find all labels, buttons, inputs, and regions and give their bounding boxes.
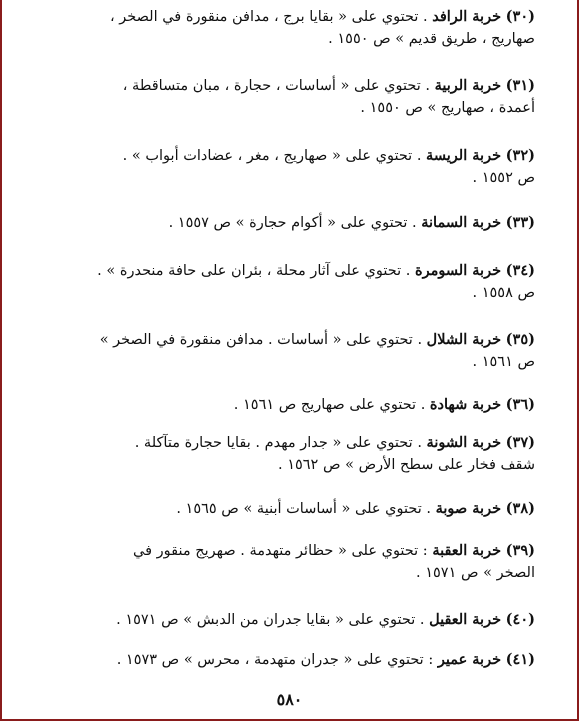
entry-line-1 xyxy=(40,75,535,97)
entry-line-1 xyxy=(40,498,535,520)
entry-text: . تحتوي على « بقايا جدران من الدبش » ص ١٥٧١ . xyxy=(116,612,425,628)
entry-text: . تحتوي على صهاريج ص ١٥٦١ . xyxy=(233,397,426,413)
entry-text: . تحتوي على « جدار مهدم . بقايا حجارة متآكلة . xyxy=(134,435,422,451)
entry-line-1 xyxy=(40,649,535,671)
site-name: خربة الرافد xyxy=(432,8,502,25)
entry-36 xyxy=(40,394,535,416)
entry-line-2: الصخر » ص ١٥٧١ . xyxy=(416,565,535,581)
entry-text: . تحتوي على « صهاريج ، مغر ، عضادات أبواب » . xyxy=(122,148,422,164)
entry-text: . تحتوي على « أساسات أبنية » ص ١٥٦٥ . xyxy=(176,501,432,517)
entry-line-1 xyxy=(40,145,535,167)
entry-line-2: ص ١٥٥٢ . xyxy=(472,170,535,186)
site-name: خربة السومرة xyxy=(415,262,502,279)
entry-number: (٣٦) xyxy=(505,396,535,413)
entry-number: (٣٩) xyxy=(505,542,535,559)
entry-line-2: شقف فخار على سطح الأرض » ص ١٥٦٢ . xyxy=(277,457,535,473)
entry-text: . تحتوي على آثار محلة ، بئران على حافة منحدرة » . xyxy=(97,263,411,279)
entry-37 xyxy=(40,432,535,476)
entry-38 xyxy=(40,498,535,520)
entry-line-1 xyxy=(40,540,535,562)
entry-number: (٤١) xyxy=(505,651,535,668)
entry-30 xyxy=(40,6,535,50)
entry-35 xyxy=(40,329,535,373)
page-number: ٥٨٠ xyxy=(276,690,303,709)
site-name: خربة السمانة xyxy=(421,214,502,231)
entry-39 xyxy=(40,540,535,584)
entry-line-1 xyxy=(40,329,535,351)
site-name: خربة شهادة xyxy=(429,396,502,413)
entry-text: . تحتوي على « أساسات ، حجارة ، مبان متساقطة ، xyxy=(122,78,430,94)
entry-line-1 xyxy=(40,260,535,282)
entry-number: (٣٥) xyxy=(505,331,535,348)
site-name: خربة الشونة xyxy=(426,434,502,451)
site-name: خربة العقيل xyxy=(429,611,502,628)
entry-text: : تحتوي على « حظائر متهدمة . صهريج منقور في xyxy=(133,543,428,559)
entry-line-2: ص ١٥٥٨ . xyxy=(472,285,535,301)
site-name: خربة العقبة xyxy=(432,542,502,559)
site-name: خربة الشلال xyxy=(426,331,502,348)
entry-31 xyxy=(40,75,535,119)
entry-line-1 xyxy=(40,6,535,28)
entry-line-1 xyxy=(40,432,535,454)
site-name: خربة الربية xyxy=(434,77,502,94)
entry-33 xyxy=(40,212,535,234)
entry-text: : تحتوي على « جدران متهدمة ، محرس » ص ١٥٧٣ . xyxy=(116,652,434,668)
entry-number: (٣١) xyxy=(505,77,535,94)
entry-line-2: ص ١٥٦١ . xyxy=(472,354,535,370)
entry-line-1 xyxy=(40,394,535,416)
entry-line-2: أعمدة ، صهاريج » ص ١٥٥٠ . xyxy=(360,100,535,116)
entry-number: (٤٠) xyxy=(505,611,535,628)
entry-number: (٣٢) xyxy=(505,147,535,164)
entry-line-2: صهاريج ، طريق قديم » ص ١٥٥٠ . xyxy=(328,31,535,47)
site-name: خربة صوبة xyxy=(435,500,502,517)
entry-text: . تحتوي على « أساسات . مدافن منقورة في الصخر » xyxy=(99,332,423,348)
entry-number: (٣٨) xyxy=(505,500,535,517)
entry-line-1 xyxy=(40,212,535,234)
entry-40 xyxy=(40,609,535,631)
entry-34 xyxy=(40,260,535,304)
entry-32 xyxy=(40,145,535,189)
site-name: خربة عمير xyxy=(437,651,502,668)
entry-text: . تحتوي على « أكوام حجارة » ص ١٥٥٧ . xyxy=(168,215,417,231)
entry-41 xyxy=(40,649,535,671)
entry-number: (٣٧) xyxy=(505,434,535,451)
entry-number: (٣٣) xyxy=(505,214,535,231)
entry-number: (٣٤) xyxy=(505,262,535,279)
entry-text: . تحتوي على « بقايا برج ، مدافن منقورة في الصخر ، xyxy=(109,9,428,25)
site-name: خربة الريسة xyxy=(426,147,502,164)
entry-line-1 xyxy=(40,609,535,631)
entry-number: (٣٠) xyxy=(505,8,535,25)
